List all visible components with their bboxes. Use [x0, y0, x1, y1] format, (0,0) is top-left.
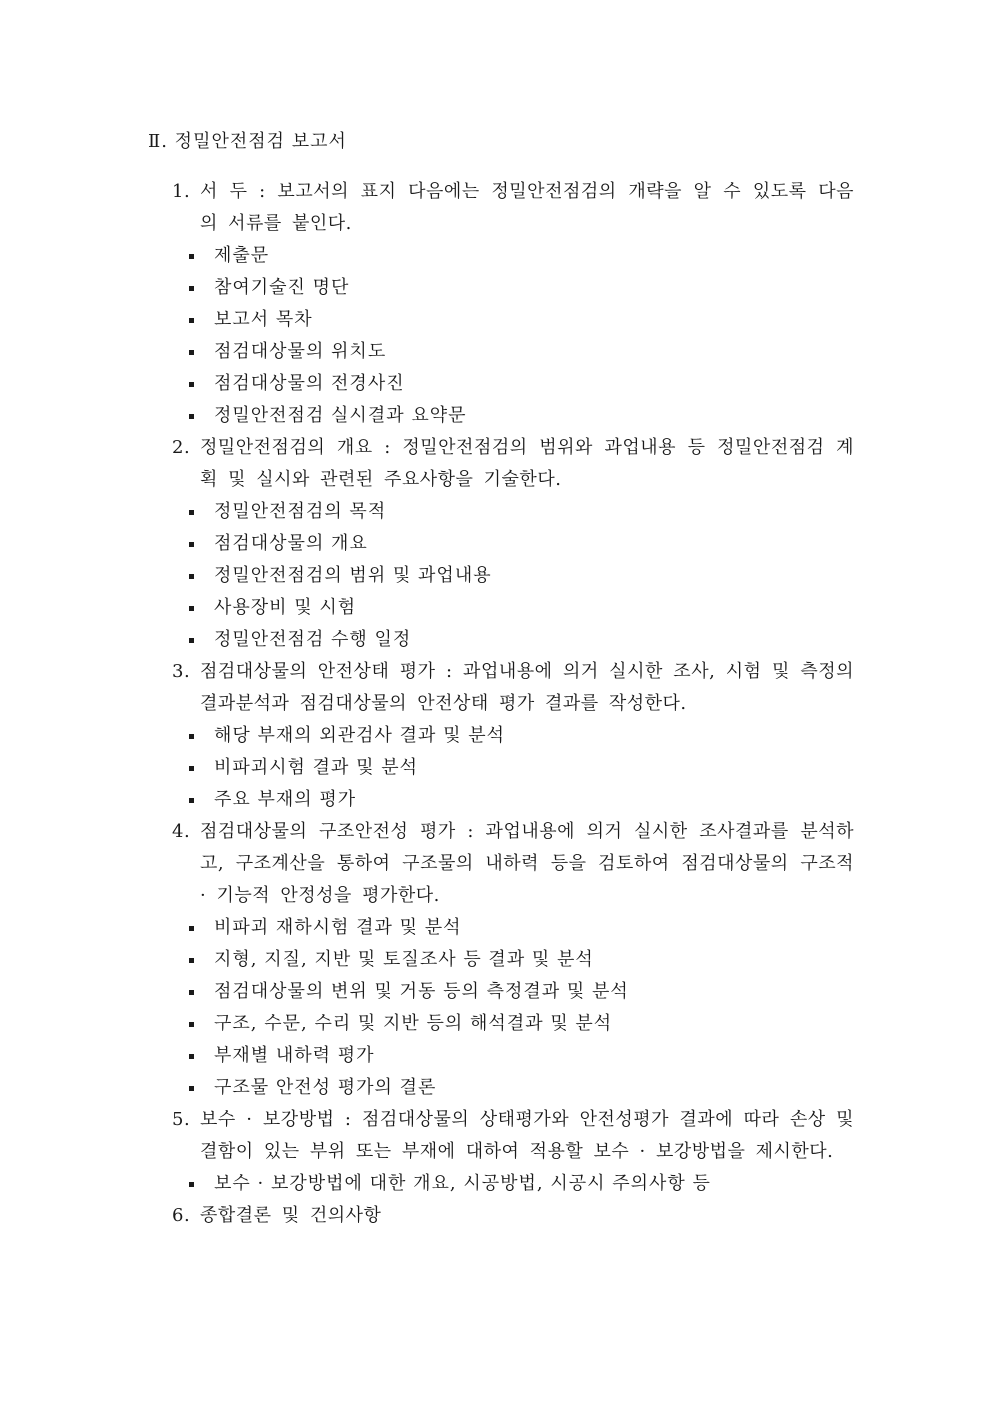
list-item [172, 240, 854, 272]
list-item-text: 비파괴시험 결과 및 분석 [214, 757, 419, 778]
section-number: 4. [172, 821, 191, 842]
list-item-text: 구조, 수문, 수리 및 지반 등의 해석결과 및 분석 [214, 1013, 613, 1034]
bullet-square-icon [189, 638, 194, 643]
list-item-text: 제출문 [214, 245, 270, 266]
list-item [172, 784, 854, 816]
bullet-list [172, 240, 854, 432]
list-item [172, 1072, 854, 1104]
section-number: 5. [172, 1109, 191, 1130]
bullet-square-icon [189, 734, 194, 739]
bullet-square-icon [189, 766, 194, 771]
bullet-square-icon [189, 958, 194, 963]
list-item [172, 368, 854, 400]
list-item [172, 528, 854, 560]
list-item-text: 점검대상물의 위치도 [214, 341, 387, 362]
bullet-list [172, 496, 854, 656]
section-heading [172, 432, 854, 496]
list-item-text: 지형, 지질, 지반 및 토질조사 등 결과 및 분석 [214, 949, 594, 970]
bullet-list [172, 720, 854, 816]
list-item [172, 752, 854, 784]
section-6 [172, 1200, 854, 1232]
bullet-square-icon [189, 350, 194, 355]
bullet-square-icon [189, 1182, 194, 1187]
list-item [172, 720, 854, 752]
list-item-text: 정밀안전점검 수행 일정 [214, 629, 412, 650]
bullet-square-icon [189, 542, 194, 547]
bullet-square-icon [189, 606, 194, 611]
section-heading [172, 1104, 854, 1168]
list-item [172, 304, 854, 336]
list-item [172, 976, 854, 1008]
list-item-text: 구조물 안전성 평가의 결론 [214, 1077, 437, 1098]
section-text: 점검대상물의 안전상태 평가 : 과업내용에 의거 실시한 조사, 시험 및 측정의 결과분석과 점검대상물의 안전상태 평가 결과를 작성한다. [200, 661, 854, 714]
section-number: 3. [172, 661, 191, 682]
list-item-text: 점검대상물의 개요 [214, 533, 368, 554]
list-item-text: 정밀안전점검 실시결과 요약문 [214, 405, 467, 426]
bullet-square-icon [189, 1086, 194, 1091]
section-heading [172, 176, 854, 240]
section-list [172, 176, 854, 1232]
list-item-text: 비파괴 재하시험 결과 및 분석 [214, 917, 462, 938]
bullet-square-icon [189, 574, 194, 579]
section-heading [172, 816, 854, 912]
section-text: 정밀안전점검의 개요 : 정밀안전점검의 범위와 과업내용 등 정밀안전점검 계획 및 실시와 관련된 주요사항을 기술한다. [200, 437, 854, 490]
section-text: 보수 · 보강방법 : 점검대상물의 상태평가와 안전성평가 결과에 따라 손상 및 결함이 있는 부위 또는 부재에 대하여 적용할 보수 · 보강방법을 제시한다. [200, 1109, 854, 1162]
section-heading [172, 656, 854, 720]
list-item [172, 496, 854, 528]
list-item-text: 부재별 내하력 평가 [214, 1045, 375, 1066]
bullet-square-icon [189, 798, 194, 803]
bullet-square-icon [189, 1022, 194, 1027]
section-text: 점검대상물의 구조안전성 평가 : 과업내용에 의거 실시한 조사결과를 분석하고, 구조계산을 통하여 구조물의 내하력 등을 검토하여 점검대상물의 구조적 · 기능적 안정성을 평가한다. [200, 821, 854, 906]
section-text: 종합결론 및 건의사항 [200, 1205, 382, 1226]
list-item [172, 560, 854, 592]
bullet-square-icon [189, 254, 194, 259]
bullet-square-icon [189, 990, 194, 995]
list-item-text: 참여기술진 명단 [214, 277, 350, 298]
list-item [172, 272, 854, 304]
list-item [172, 944, 854, 976]
section-number: 1. [172, 181, 191, 202]
section-4 [172, 816, 854, 1104]
bullet-square-icon [189, 414, 194, 419]
list-item [172, 592, 854, 624]
bullet-square-icon [189, 286, 194, 291]
page-title: Ⅱ. 정밀안전점검 보고서 [148, 131, 347, 152]
list-item-text: 점검대상물의 전경사진 [214, 373, 405, 394]
list-item-text: 해당 부재의 외관검사 결과 및 분석 [214, 725, 506, 746]
bullet-square-icon [189, 382, 194, 387]
list-item [172, 400, 854, 432]
section-2 [172, 432, 854, 656]
section-number: 6. [172, 1205, 191, 1226]
list-item-text: 사용장비 및 시험 [214, 597, 357, 618]
bullet-square-icon [189, 510, 194, 515]
list-item [172, 624, 854, 656]
section-1 [172, 176, 854, 432]
section-heading [172, 1200, 854, 1232]
bullet-list [172, 1168, 854, 1200]
list-item-text: 정밀안전점검의 목적 [214, 501, 387, 522]
section-5 [172, 1104, 854, 1200]
list-item [172, 1040, 854, 1072]
section-number: 2. [172, 437, 191, 458]
bullet-square-icon [189, 1054, 194, 1059]
bullet-square-icon [189, 318, 194, 323]
list-item-text: 점검대상물의 변위 및 거동 등의 측정결과 및 분석 [214, 981, 629, 1002]
list-item-text: 보수 · 보강방법에 대한 개요, 시공방법, 시공시 주의사항 등 [214, 1173, 711, 1194]
bullet-list [172, 912, 854, 1104]
list-item [172, 336, 854, 368]
list-item-text: 주요 부재의 평가 [214, 789, 357, 810]
bullet-square-icon [189, 926, 194, 931]
list-item [172, 912, 854, 944]
list-item-text: 보고서 목차 [214, 309, 313, 330]
section-text: 서 두 : 보고서의 표지 다음에는 정밀안전점검의 개략을 알 수 있도록 다음의 서류를 붙인다. [200, 181, 854, 234]
list-item [172, 1168, 854, 1200]
list-item-text: 정밀안전점검의 범위 및 과업내용 [214, 565, 492, 586]
list-item [172, 1008, 854, 1040]
section-3 [172, 656, 854, 816]
